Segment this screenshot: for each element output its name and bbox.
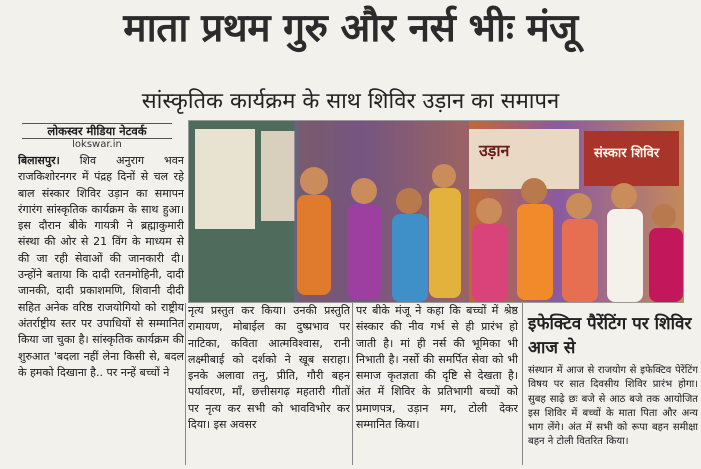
child-figure-9 <box>652 204 676 228</box>
byline-email: lokswar.in <box>72 139 122 150</box>
column-divider <box>352 303 353 465</box>
photo-left-board <box>195 129 255 229</box>
photo-poster-text: उड़ान <box>479 141 510 160</box>
child-costume-7 <box>562 219 598 302</box>
child-figure-8 <box>611 183 637 209</box>
child-figure-2 <box>351 178 377 204</box>
child-costume-6 <box>517 204 553 300</box>
news-photo <box>188 120 684 303</box>
subheadline: सांस्कृतिक कार्यक्रम के साथ शिविर उड़ान का समापन <box>141 89 560 114</box>
child-figure-7 <box>566 193 592 219</box>
column-divider <box>522 303 523 465</box>
photo-banner-text: संस्कार शिविर <box>594 146 660 161</box>
child-costume-8 <box>607 209 643 302</box>
sidebar-headline: इफेक्टिव पैरेंटिंग पर शिविर आज से <box>528 314 692 358</box>
headline: माता प्रथम गुरु और नर्स भीः मंजू <box>123 6 578 51</box>
child-figure-6 <box>521 178 547 204</box>
child-costume-9 <box>649 228 683 302</box>
child-costume-5 <box>472 224 508 302</box>
child-costume-1 <box>297 195 331 295</box>
child-costume-4 <box>429 188 461 298</box>
article-column-3: पर बीके मंजू ने कहा कि बच्चों में श्रेष्ठ संस्कार की नीव गर्भ से ही प्रारंभ हो जाती है। मां ही नर्स की भूमिका भी निभाती है। नर्सो की समर्पित सेवा को भी समाज कृतज्ञता की दृष्टि से देखता है। अंत में शिविर के प्रतिभागी बच्चों को प्रमाणपत्र, उड़ान मग, टोली देकर सम्मानित किया। <box>356 304 518 432</box>
column-divider <box>185 303 186 465</box>
sidebar-body: संस्थान में आज से राजयोग से इफेक्टिव पेरेंटिंग विषय पर सात दिवसीय शिविर प्रारंभ होगा। सुबह साढ़े छः बजे से आठ बजे तक आयोजित इस शिविर में बच्चों के माता पिता और अन्य भाग लेंगे। अंत में सभी को रूपा बहन समीक्षा बहन ने टोली वितरित किया। <box>528 365 698 448</box>
byline: लोकस्वर मीडिया नेटवर्क <box>22 123 172 139</box>
article-column-1-text: शिव अनुराग भवन राजकिशोरनगर में पंद्रह दिनों से चल रहे बाल संस्कार शिविर उड़ान का समापन रंगारंग सांस्कृतिक कार्यक्रम के साथ हुआ। इस दौरान बीके गायत्री ने ब्रह्माकुमारी संस्था की ओर से 21 विंग के माध्यम से की जा रही सेवाओं की जानकारी दी। उन्होंने बताया कि दादी रतनमोहिनी, दादी जानकी, दादी प्रकाशमणि, शिवानी दीदी सहित अनेक वरिष्ठ राजयोगियो को राष्ट्रीय अंतर्राष्ट्रीय स्तर पर उपाधियों से सम्मानित किया जा चुका है। सांस्कृतिक कार्यक्रम की शुरुआत 'बदला नहीं लेना किसी से, बदल के हमको दिखाना है.. पर नन्हें बच्चों ने <box>18 154 184 379</box>
dateline: बिलासपुर। <box>18 154 60 167</box>
child-costume-3 <box>392 214 428 302</box>
child-figure-4 <box>432 164 456 188</box>
child-figure-3 <box>396 188 422 214</box>
child-figure-5 <box>476 198 502 224</box>
child-figure-1 <box>300 167 328 195</box>
article-column-2: नृत्य प्रस्तुत कर किया। उनकी प्रस्तुति रामायण, मोबाईल का दुष्प्रभाव पर नाटिका, कविता आत्मविश्वास, रानी लक्ष्मीबाई को दर्शको ने खूब सराहा। इनके अलावा तनु, प्रीति, गौरी बहन पर्यावरण, माँ, छत्तीसगढ़ महतारी गीतों पर नृत्य कर सभी को भावविभोर कर दिया। इस अवसर <box>188 304 350 432</box>
article-column-1 <box>18 153 184 465</box>
child-costume-2 <box>347 204 381 299</box>
photo-poster <box>261 131 295 221</box>
